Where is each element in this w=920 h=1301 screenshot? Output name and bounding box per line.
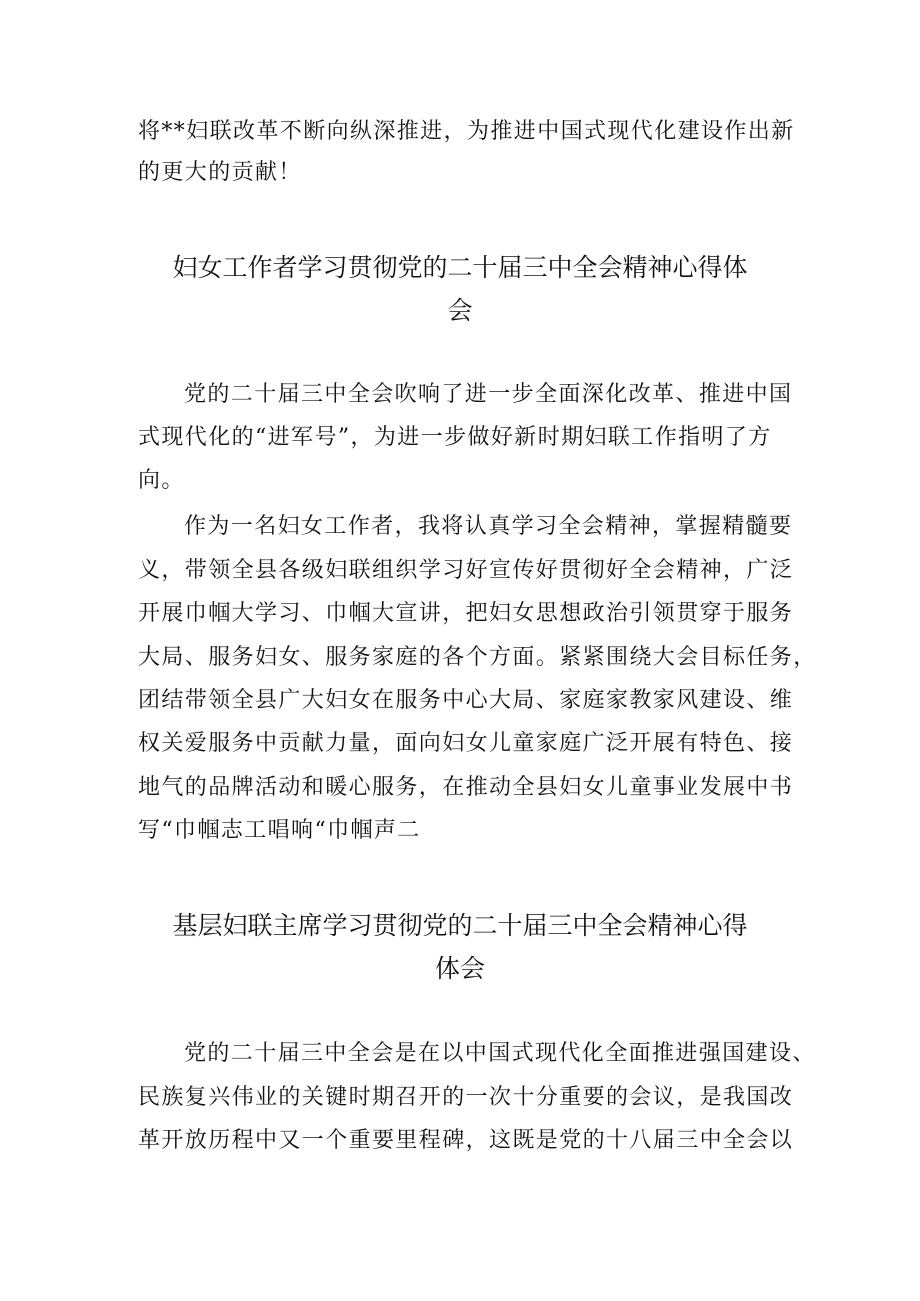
article-title: 体会 bbox=[434, 954, 485, 983]
paragraph-line: 革开放历程中又一个重要里程碑，这既是党的十八届三中全会以 bbox=[138, 1128, 794, 1153]
article-title: 基层妇联主席学习贯彻党的二十届三中全会精神心得 bbox=[172, 911, 748, 940]
paragraph-line: 党的二十届三中全会吹响了进一步全面深化改革、推进中国 bbox=[184, 382, 793, 407]
paragraph-line: 民族复兴伟业的关键时期召开的一次十分重要的会议，是我国改 bbox=[138, 1085, 794, 1110]
article-title: 会 bbox=[447, 296, 473, 325]
paragraph-line: 开展巾帼大学习、巾帼大宣讲，把妇女思想政治引领贯穿于服务 bbox=[138, 601, 794, 626]
paragraph-line: 式现代化的“进军号”，为进一步做好新时期妇联工作指明了方 bbox=[138, 425, 772, 450]
paragraph-line: 义，带领全县各级妇联组织学习好宣传好贯彻好全会精神，广泛 bbox=[138, 558, 794, 583]
paragraph-line: 作为一名妇女工作者，我将认真学习全会精神，掌握精髓要 bbox=[184, 514, 793, 539]
paragraph-line: 党的二十届三中全会是在以中国式现代化全面推进强国建设、 bbox=[184, 1041, 816, 1066]
paragraph-line: 将**妇联改革不断向纵深推进，为推进中国式现代化建设作出新 bbox=[138, 119, 795, 144]
paragraph-line: 团结带领全县广大妇女在服务中心大局、家庭家教家风建设、维 bbox=[138, 688, 794, 713]
paragraph-line: 地气的品牌活动和暖心服务，在推动全县妇女儿童事业发展中书 bbox=[138, 775, 794, 800]
paragraph-line: 的更大的贡献！ bbox=[138, 160, 302, 185]
paragraph-line: 向。 bbox=[138, 468, 185, 493]
paragraph-line: 大局、服务妇女、服务家庭的各个方面。紧紧围绕大会目标任务， bbox=[138, 645, 817, 670]
paragraph-line: 写“巾帼志工唱响“巾帼声二 bbox=[138, 818, 421, 843]
paragraph-line: 权关爱服务中贡献力量，面向妇女儿童家庭广泛开展有特色、接 bbox=[138, 731, 794, 756]
article-title: 妇女工作者学习贯彻党的二十届三中全会精神心得体 bbox=[172, 253, 748, 282]
